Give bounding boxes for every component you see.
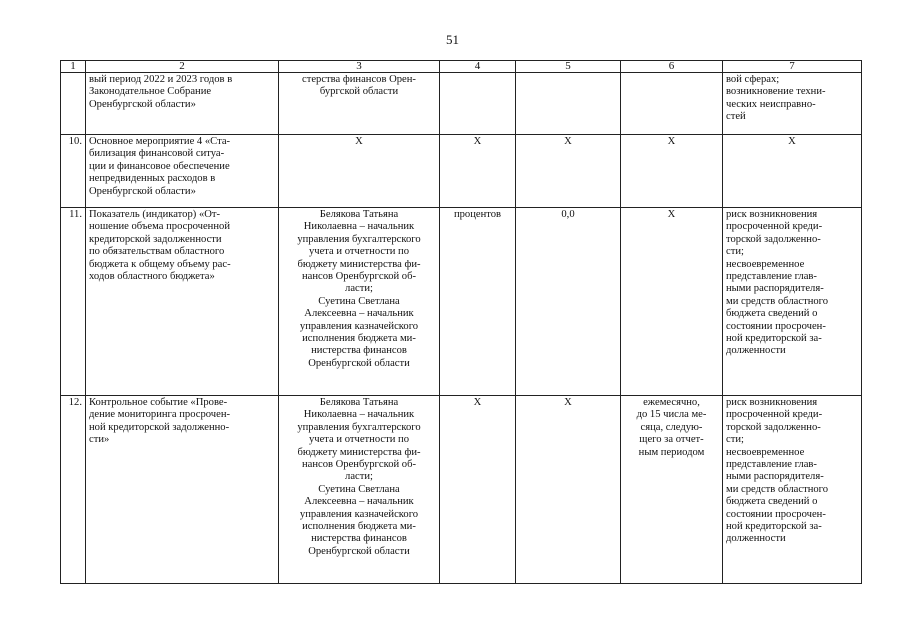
measures-table xyxy=(60,60,862,584)
risk-description: риск возникновения просроченной креди- торской задолженно- сти; несвоевременное представление глав- ными распорядителя- ми средств областного бюджета сведений о состоянии просрочен- ной кредиторской за- долженности xyxy=(723,208,862,396)
row-number: 12. xyxy=(61,396,86,584)
target-value: Х xyxy=(516,396,621,584)
page-number: 51 xyxy=(446,32,459,47)
unit: Х xyxy=(440,396,516,584)
table-row xyxy=(61,208,862,396)
column-header: 3 xyxy=(279,61,440,73)
responsible-person: Белякова Татьяна Николаевна – начальник управления бухгалтерского учета и отчетности по бюджету министерства фи- нансов Оренбургской об- ласти; Суетина Светлана Алексеевна – начальник управления казначейского исполнения бюджета ми- нистерства финансов Оренбургской области xyxy=(279,208,440,396)
column-header: 4 xyxy=(440,61,516,73)
measure-name: Основное мероприятие 4 «Ста- билизация финансовой ситуа- ции и финансовое обеспечение непредвиденных расходов в Оренбургской области» xyxy=(86,135,279,208)
row-number: 10. xyxy=(61,135,86,208)
responsible-person: Х xyxy=(279,135,440,208)
target-value xyxy=(516,73,621,135)
deadline xyxy=(621,73,723,135)
column-header: 2 xyxy=(86,61,279,73)
unit: Х xyxy=(440,135,516,208)
unit: процентов xyxy=(440,208,516,396)
risk-description: вой сферах; возникновение техни- ческих неисправно- стей xyxy=(723,73,862,135)
measure-name: вый период 2022 и 2023 годов в Законодательное Собрание Оренбургской области» xyxy=(86,73,279,135)
measure-name: Контрольное событие «Прове- дение мониторинга просрочен- ной кредиторской задолженно- сти» xyxy=(86,396,279,584)
column-header: 1 xyxy=(61,61,86,73)
column-header: 7 xyxy=(723,61,862,73)
deadline: Х xyxy=(621,208,723,396)
row-number xyxy=(61,73,86,135)
target-value: Х xyxy=(516,135,621,208)
risk-description: Х xyxy=(723,135,862,208)
risk-description: риск возникновения просроченной креди- торской задолженно- сти; несвоевременное представление глав- ными распорядителя- ми средств областного бюджета сведений о состоянии просрочен- ной кредиторской за- долженности xyxy=(723,396,862,584)
measure-name: Показатель (индикатор) «От- ношение объема просроченной кредиторской задолженности по обязательствам областного бюджета к общему объему рас- ходов областного бюджета» xyxy=(86,208,279,396)
column-number-row xyxy=(61,61,862,73)
table-row xyxy=(61,73,862,135)
table-row xyxy=(61,396,862,584)
responsible-person: Белякова Татьяна Николаевна – начальник управления бухгалтерского учета и отчетности по бюджету министерства фи- нансов Оренбургской об- ласти; Суетина Светлана Алексеевна – начальник управления казначейского исполнения бюджета ми- нистерства финансов Оренбургской области xyxy=(279,396,440,584)
table-row xyxy=(61,135,862,208)
deadline: ежемесячно, до 15 числа ме- сяца, следую- щего за отчет- ным периодом xyxy=(621,396,723,584)
unit xyxy=(440,73,516,135)
row-number: 11. xyxy=(61,208,86,396)
responsible-person: стерства финансов Орен- бургской области xyxy=(279,73,440,135)
deadline: Х xyxy=(621,135,723,208)
target-value: 0,0 xyxy=(516,208,621,396)
column-header: 5 xyxy=(516,61,621,73)
column-header: 6 xyxy=(621,61,723,73)
